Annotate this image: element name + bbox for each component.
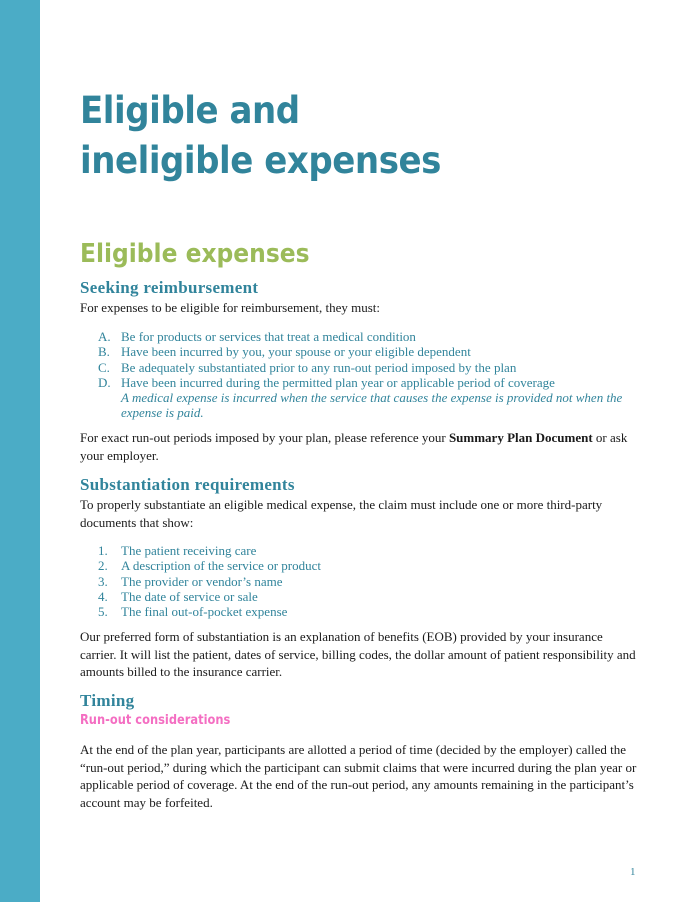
eob-paragraph: Our preferred form of substantiation is an explanation of benefits (EOB) provided by your insurance carrier. It will list the patient, dates of service, billing codes, the dollar amount of patient responsibility and amounts billed to the insurance carrier. [80, 629, 636, 679]
document-title [80, 86, 441, 186]
subheading-runout-considerations: Run-out considerations [80, 713, 231, 728]
runout-reference-paragraph: For exact run-out periods imposed by your plan, please reference your Summary Plan Document or ask your employer. [80, 430, 628, 463]
title-line-2: ineligible expenses [80, 139, 441, 182]
substantiation-list [98, 543, 640, 619]
side-color-bar [0, 0, 40, 902]
list-item: 4. The date of service or sale [98, 588, 258, 604]
incurred-note: A medical expense is incurred when the service that causes the expense is provided not when the expense is paid. [121, 390, 623, 421]
runout-period-paragraph: At the end of the plan year, participants are allotted a period of time (decided by the employer) called the “run-out period,” during which the participant can submit claims that were incurred during the plan year or applicable period of coverage. At the end of the run-out period, any amounts remaining in the participant’s account may be forfeited. [80, 742, 637, 810]
section-title-eligible: Eligible expenses [80, 239, 310, 269]
heading-timing: Timing [80, 691, 135, 710]
list-item: 2. A description of the service or product [98, 558, 321, 574]
summary-plan-document-ref: Summary Plan Document [448, 430, 593, 445]
page-number: 1 [630, 866, 636, 878]
list-item: D. Have been incurred during the permitted plan year or applicable period of coverage A medical expense is incurred when the service that causes the expense is provided not when the expense is paid. [98, 375, 640, 421]
list-item: 5. The final out-of-pocket expense [98, 604, 288, 620]
list-item: C. Be adequately substantiated prior to any run-out period imposed by the plan [98, 359, 517, 375]
heading-substantiation-requirements: Substantiation requirements [80, 475, 295, 494]
heading-seeking-reimbursement: Seeking reimbursement [80, 278, 259, 297]
list-item: B. Have been incurred by you, your spouse or your eligible dependent [98, 344, 471, 360]
list-item: 1. The patient receiving care [98, 543, 257, 558]
list-item: A. Be for products or services that treat a medical condition [98, 329, 416, 344]
substantiation-intro: To properly substantiate an eligible medical expense, the claim must include one or more third-party documents that show: [80, 497, 603, 530]
eligibility-criteria-list [98, 329, 640, 421]
seeking-intro: For expenses to be eligible for reimbursement, they must: [80, 300, 381, 315]
title-line-1: Eligible and [80, 89, 300, 132]
list-item: 3. The provider or vendor’s name [98, 573, 283, 589]
